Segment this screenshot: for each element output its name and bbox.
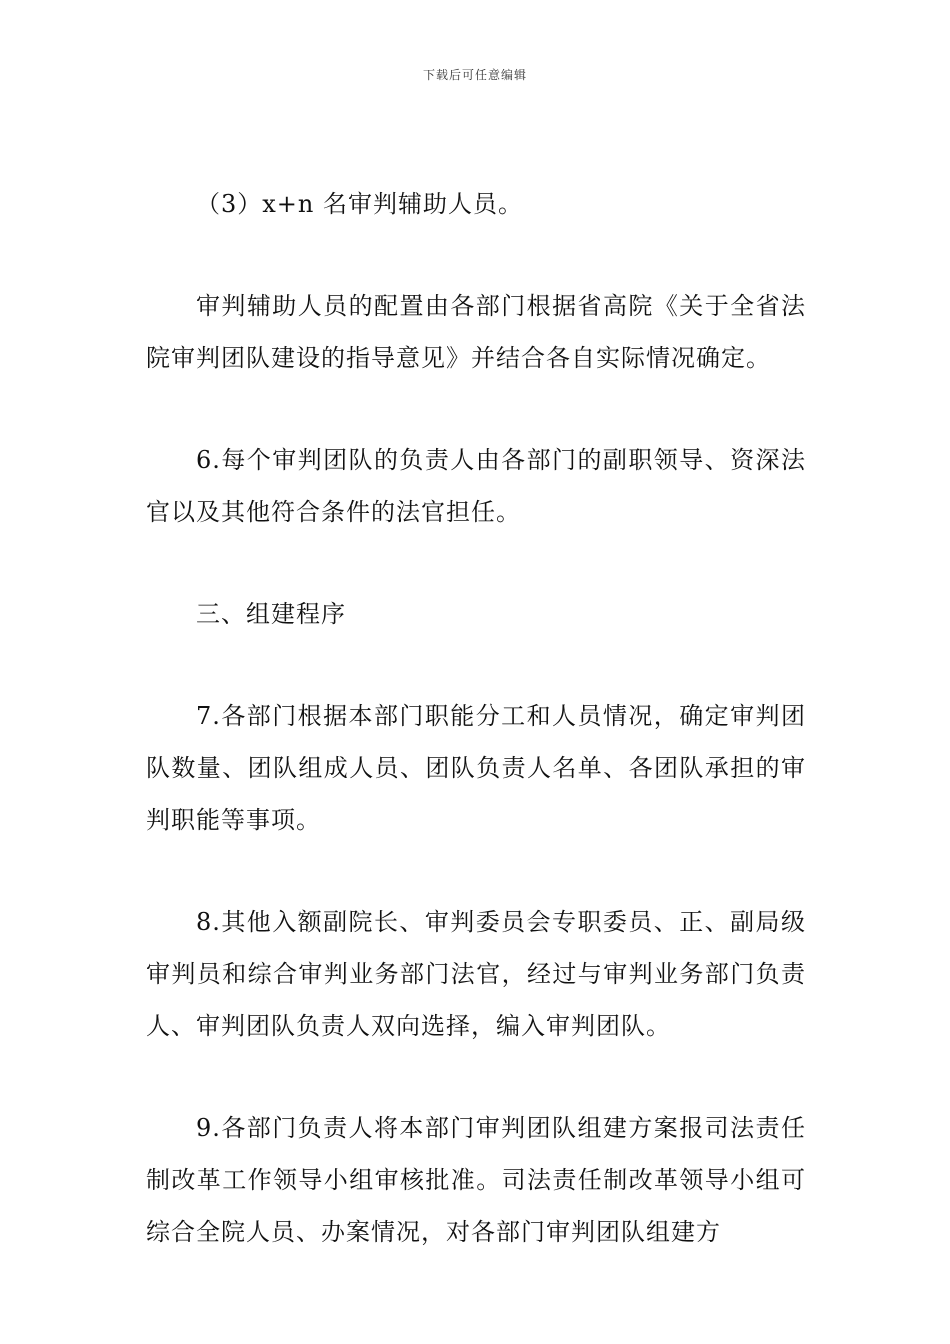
document-body bbox=[146, 178, 806, 1258]
paragraph-7-team-setup: 7.各部门根据本部门职能分工和人员情况，确定审判团队数量、团队组成人员、团队负责人名单、各团队承担的审判职能等事项。 bbox=[146, 702, 806, 834]
paragraph-6-team-leader: 6.每个审判团队的负责人由各部门的副职领导、资深法官以及其他符合条件的法官担任。 bbox=[146, 446, 806, 526]
paragraph-9-approval: 9.各部门负责人将本部门审判团队组建方案报司法责任制改革工作领导小组审核批准。司法责任制改革领导小组可综合全院人员、办案情况，对各部门审判团队组建方 bbox=[146, 1114, 806, 1246]
paragraph-item-3-assistants: （3）x+n 名审判辅助人员。 bbox=[196, 190, 523, 218]
header-note: 下载后可任意编辑 bbox=[422, 68, 527, 82]
paragraph-assistant-allocation: 审判辅助人员的配置由各部门根据省高院《关于全省法院审判团队建设的指导意见》并结合各自实际情况确定。 bbox=[146, 292, 806, 372]
paragraph-8-mutual-selection: 8.其他入额副院长、审判委员会专职委员、正、副局级审判员和综合审判业务部门法官，经过与审判业务部门负责人、审判团队负责人双向选择，编入审判团队。 bbox=[146, 908, 806, 1040]
section-heading-procedure: 三、组建程序 bbox=[196, 600, 346, 628]
